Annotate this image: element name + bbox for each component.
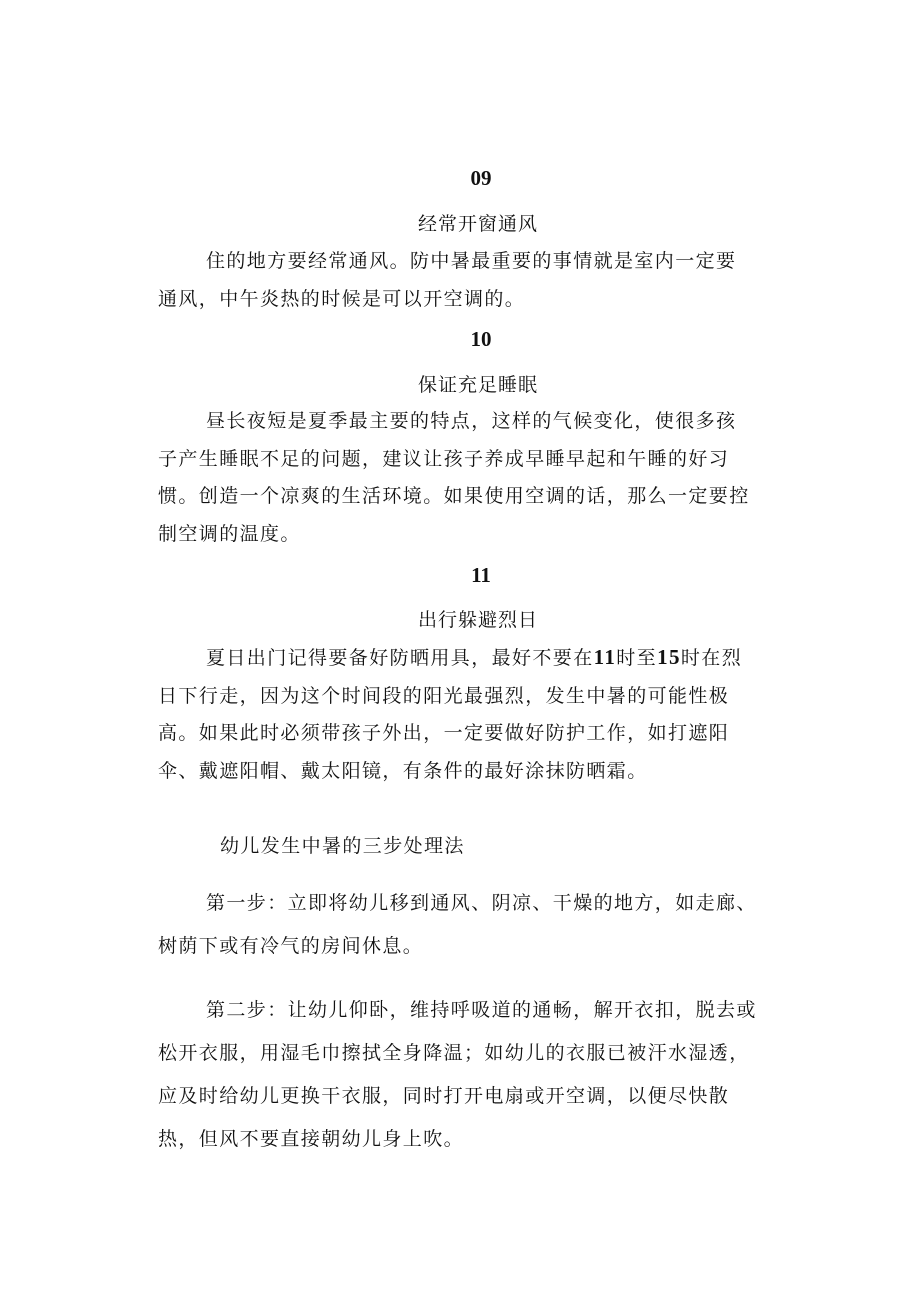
section-body-ventilation: 住的地方要经常通风。防中暑最重要的事情就是室内一定要通风，中午炎热的时候是可以开空调的。 [158,250,737,310]
section-body-sleep: 昼长夜短是夏季最主要的特点，这样的气候变化，使很多孩子产生睡眠不足的问题，建议让孩子养成早睡早起和午睡的好习惯。创造一个凉爽的生活环境。如果使用空调的话，那么一定要控制空调的温度。 [158,410,750,545]
treatment-step-1: 第一步：立即将幼儿移到通风、阴凉、干燥的地方，如走廊、树荫下或有冷气的房间休息。 [158,892,757,957]
treatment-heading: 幼儿发生中暑的三步处理法 [220,835,465,857]
hour-start: 11 [593,645,617,669]
body-text-part2: 时至 [616,647,658,669]
hour-end: 15 [657,645,681,669]
treatment-step-2: 第二步：让幼儿仰卧，维持呼吸道的通畅，解开衣扣，脱去或松开衣服，用湿毛巾擦拭全身降温；如幼儿的衣服已被汗水湿透，应及时给幼儿更换干衣服，同时打开电扇或开空调，以便尽快散热，但风不要直接朝幼儿身上吹。 [158,999,757,1150]
section-number-09: 09 [470,166,492,190]
section-number-10: 10 [470,327,492,351]
section-title-ventilation: 经常开窗通风 [417,213,538,235]
body-text-part3: 时在烈日下行走，因为这个时间段的阳光最强烈，发生中暑的可能性极高。如果此时必须带孩子外出，一定要做好防护工作，如打遮阳伞、戴遮阳帽、戴太阳镜，有条件的最好涂抹防晒霜。 [158,647,743,782]
section-body-avoid-sun [158,639,750,790]
section-title-avoid-sun: 出行躲避烈日 [417,609,538,631]
section-title-sleep: 保证充足睡眠 [417,374,538,396]
body-text-part1: 夏日出门记得要备好防晒用具，最好不要在 [206,647,594,669]
section-number-11: 11 [471,563,491,587]
